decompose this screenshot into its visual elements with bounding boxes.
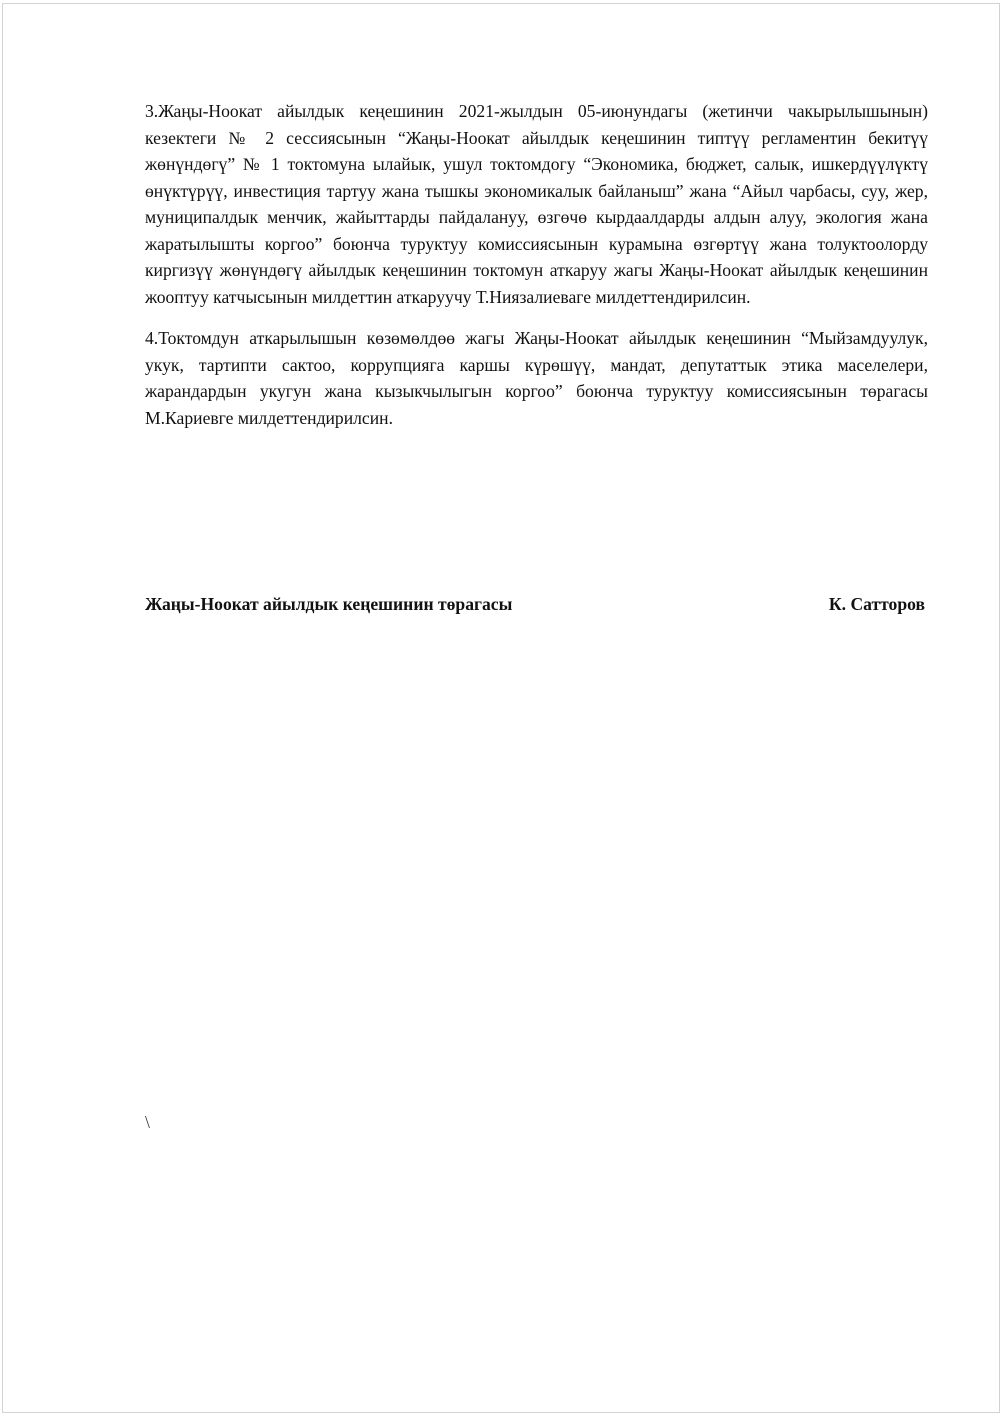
paragraph-4: 4.Токтомдун аткарылышын көзөмөлдөө жагы Жаңы-Ноокат айылдык кеңешинин “Мыйзамдуулук, укук, тартипти сактоо, коррупцияга каршы күрөшүү, мандат, депутаттык этика маселелери, жарандардын укугун жана кызыкчылыгын коргоо” боюнча туруктуу комиссиясынын төрагасы М.Кариевге милдеттендирилсин.	[145, 328, 928, 428]
document-body	[145, 98, 928, 431]
signature-block	[145, 592, 925, 616]
paragraph-3: 3.Жаңы-Ноокат айылдык кеңешинин 2021-жылдын 05-июнундагы (жетинчи чакырылышынын) кезектеги № 2 сессиясынын “Жаңы-Ноокат айылдык кеңешинин типтүү регламентин бекитүү жөнүндөгү” № 1 токтомуна ылайык, ушул токтомдогу “Экономика, бюджет, салык, ишкердүүлүктү өнүктүрүү, инвестиция тартуу жана тышкы экономикалык байланыш” жана “Айыл чарбасы, суу, жер, муниципалдык менчик, жайыттарды пайдалануу, өзгөчө кырдаалдарды алдын алуу, экология жана жаратылышты коргоо” боюнча туруктуу комиссиясынын курамына өзгөртүү жана толуктоолорду киргизүү жөнүндөгү айылдык кеңешинин токтомун аткаруу жагы Жаңы-Ноокат айылдык кеңешинин жооптуу катчысынын милдеттин аткаруучу Т.Ниязалиеваге милдеттендирилсин.	[145, 101, 928, 307]
stray-backslash: \	[145, 1112, 150, 1132]
signature-name: К. Сатторов	[828, 594, 925, 614]
signature-position: Жаңы-Ноокат айылдык кеңешинин төрагасы	[145, 594, 513, 614]
